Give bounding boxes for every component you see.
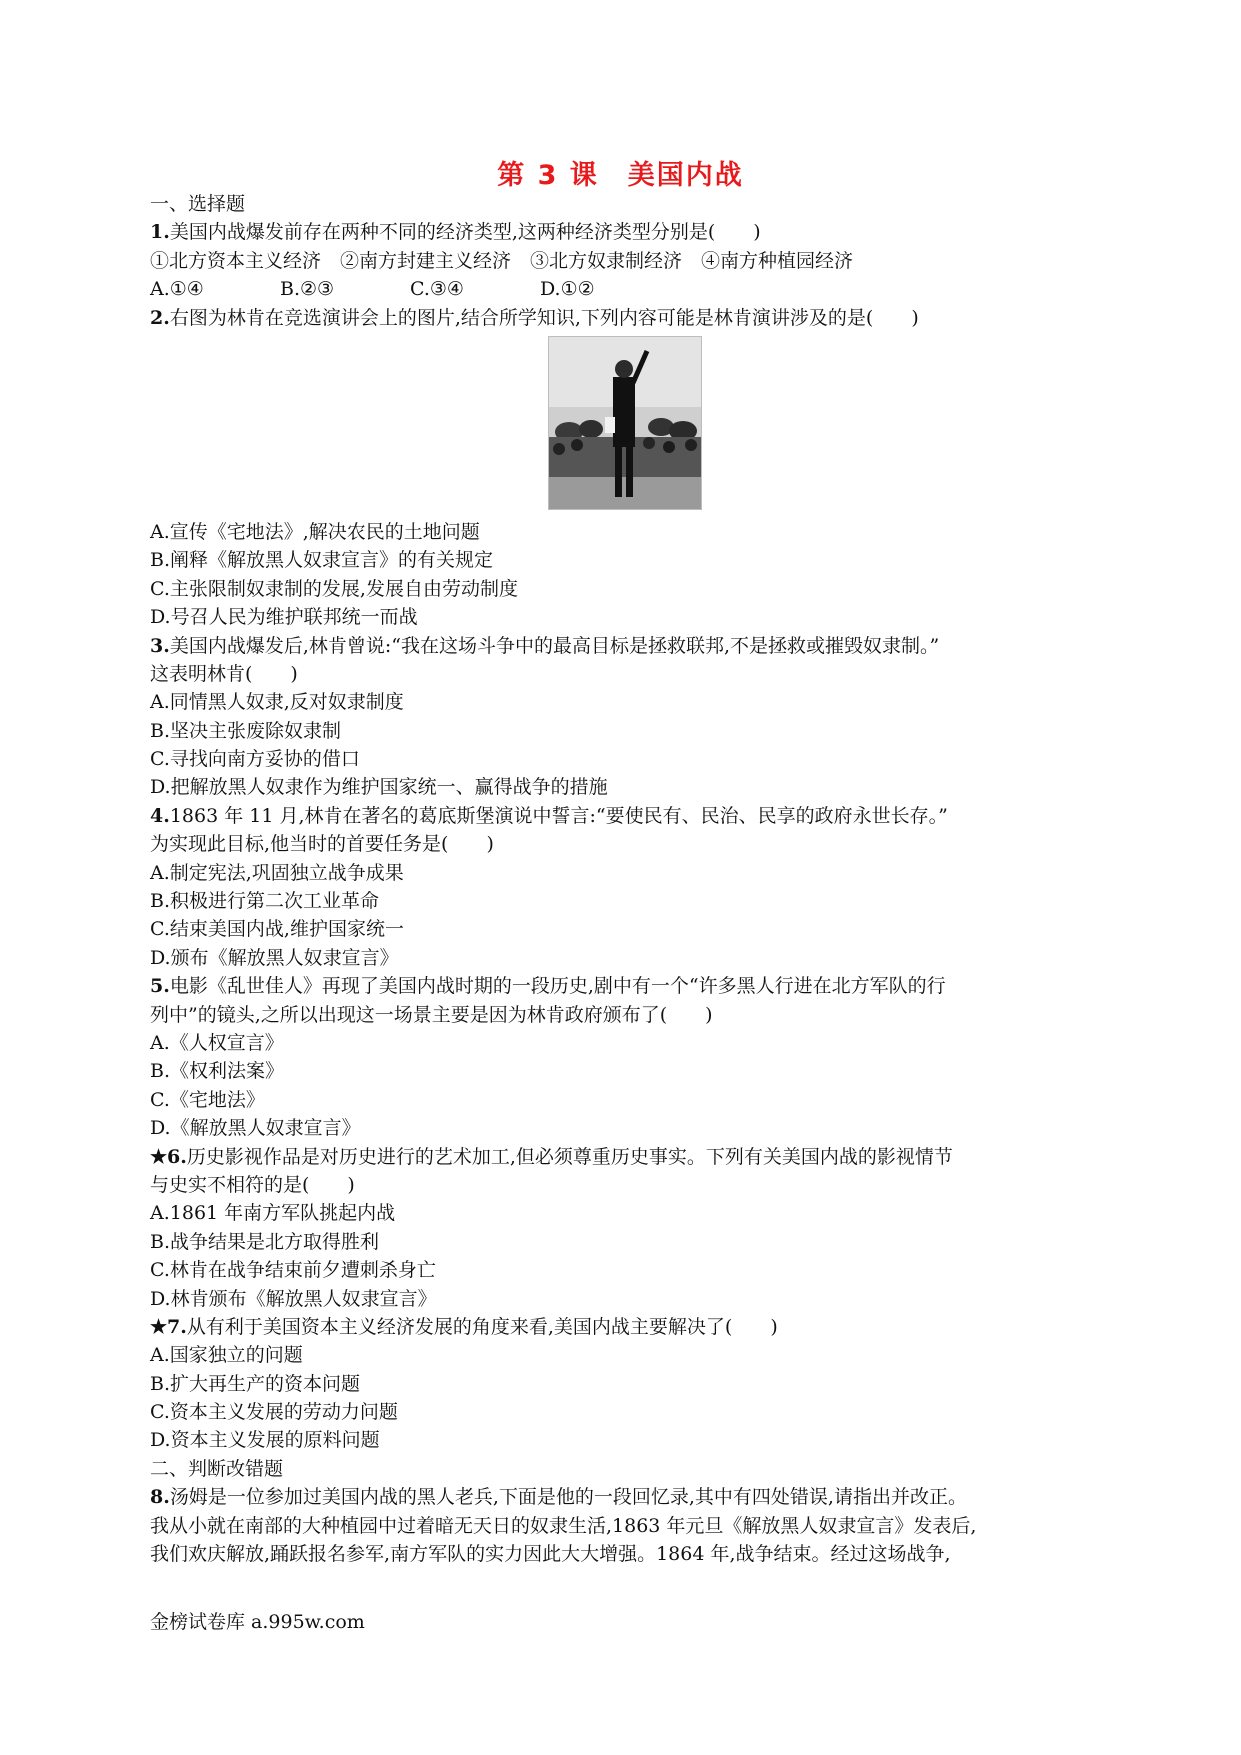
question-1-option-b: B.②③ xyxy=(280,278,335,301)
question-6-text-line1: 历史影视作品是对历史进行的艺术加工,但必须尊重历史事实。下列有关美国内战的影视情节 xyxy=(186,1145,953,1168)
question-6-option-b: B.战争结果是北方取得胜利 xyxy=(150,1230,380,1253)
question-6-text-line2: 与史实不相符的是( ) xyxy=(150,1173,355,1196)
question-3-text-line2: 这表明林肯( ) xyxy=(150,662,298,685)
question-7-text: 从有利于美国资本主义经济发展的角度来看,美国内战主要解决了( ) xyxy=(186,1315,778,1338)
question-7-option-d: D.资本主义发展的原料问题 xyxy=(150,1429,380,1452)
question-8-text: 汤姆是一位参加过美国内战的黑人老兵,下面是他的一段回忆录,其中有四处错误,请指出并改正。 xyxy=(169,1486,967,1509)
question-6-option-d: D.林肯颁布《解放黑人奴隶宣言》 xyxy=(150,1287,437,1310)
question-5-option-c: C.《宅地法》 xyxy=(150,1088,265,1111)
question-8-number: 8. xyxy=(150,1486,170,1509)
question-1-option-a: A.①④ xyxy=(150,278,204,301)
question-1-text: 美国内战爆发前存在两种不同的经济类型,这两种经济类型分别是( ) xyxy=(169,221,761,244)
question-4-text-line1: 1863 年 11 月,林肯在著名的葛底斯堡演说中誓言:“要使民有、民治、民享的政府永世长存。” xyxy=(169,804,948,827)
question-8-passage-line2: 我们欢庆解放,踊跃报名参军,南方军队的实力因此大大增强。1864 年,战争结束。经过这场战争, xyxy=(150,1543,951,1566)
question-3-option-a: A.同情黑人奴隶,反对奴隶制度 xyxy=(150,691,404,714)
question-5-text-line1: 电影《乱世佳人》再现了美国内战时期的一段历史,剧中有一个“许多黑人行进在北方军队的行 xyxy=(169,975,946,998)
question-4-text-line2: 为实现此目标,他当时的首要任务是( ) xyxy=(150,833,494,856)
question-5-option-d: D.《解放黑人奴隶宣言》 xyxy=(150,1117,361,1140)
question-2-stem xyxy=(150,304,1100,332)
document-body xyxy=(150,190,1100,1568)
question-7-number: ★7. xyxy=(150,1315,187,1338)
question-5-number: 5. xyxy=(150,975,170,998)
question-2-option-b: B.阐释《解放黑人奴隶宣言》的有关规定 xyxy=(150,549,494,572)
question-7-stem xyxy=(150,1313,1100,1341)
section-heading-choice: 一、选择题 xyxy=(150,193,246,215)
question-3-stem xyxy=(150,632,1100,660)
question-3-option-c: C.寻找向南方妥协的借口 xyxy=(150,748,360,771)
question-1-option-c: C.③④ xyxy=(410,278,464,301)
question-6-stem xyxy=(150,1143,1100,1171)
question-3-option-d: D.把解放黑人奴隶作为维护国家统一、赢得战争的措施 xyxy=(150,776,608,799)
question-4-stem xyxy=(150,802,1100,830)
question-1-options xyxy=(150,275,1100,303)
question-7-option-b: B.扩大再生产的资本问题 xyxy=(150,1372,361,1395)
question-4-number: 4. xyxy=(150,804,170,827)
question-8-stem xyxy=(150,1483,1100,1511)
question-3-text-line1: 美国内战爆发后,林肯曾说:“我在这场斗争中的最高目标是拯救联邦,不是拯救或摧毁奴隶制。” xyxy=(169,634,940,657)
question-4-option-d: D.颁布《解放黑人奴隶宣言》 xyxy=(150,946,399,969)
question-5-option-a: A.《人权宣言》 xyxy=(150,1031,284,1054)
question-1-number: 1. xyxy=(150,221,170,244)
question-3-option-b: B.坚决主张废除奴隶制 xyxy=(150,719,342,742)
question-7-option-a: A.国家独立的问题 xyxy=(150,1344,303,1367)
page-title: 第 3 课 美国内战 xyxy=(497,160,744,191)
question-5-stem xyxy=(150,972,1100,1000)
question-6-option-c: C.林肯在战争结束前夕遭刺杀身亡 xyxy=(150,1259,436,1282)
question-8-passage-line1: 我从小就在南部的大种植园中过着暗无天日的奴隶生活,1863 年元旦《解放黑人奴隶宣言》发表后, xyxy=(150,1514,977,1537)
lincoln-speech-illustration xyxy=(549,337,701,509)
question-1-items: ①北方资本主义经济 ②南方封建主义经济 ③北方奴隶制经济 ④南方种植园经济 xyxy=(150,249,854,272)
question-4-option-b: B.积极进行第二次工业革命 xyxy=(150,890,380,913)
question-2-figure xyxy=(150,332,1100,518)
question-4-option-c: C.结束美国内战,维护国家统一 xyxy=(150,918,404,941)
lincoln-speech-photo xyxy=(548,336,702,510)
question-5-option-b: B.《权利法案》 xyxy=(150,1060,285,1083)
question-6-option-a: A.1861 年南方军队挑起内战 xyxy=(150,1202,396,1225)
question-2-option-a: A.宣传《宅地法》,解决农民的土地问题 xyxy=(150,520,480,543)
question-2-option-c: C.主张限制奴隶制的发展,发展自由劳动制度 xyxy=(150,577,518,600)
section-heading-judge: 二、判断改错题 xyxy=(150,1457,284,1480)
question-2-option-d: D.号召人民为维护联邦统一而战 xyxy=(150,606,418,629)
question-7-option-c: C.资本主义发展的劳动力问题 xyxy=(150,1401,398,1424)
question-3-number: 3. xyxy=(150,634,170,657)
question-6-number: ★6. xyxy=(150,1145,187,1168)
question-2-text: 右图为林肯在竞选演讲会上的图片,结合所学知识,下列内容可能是林肯演讲涉及的是( ) xyxy=(169,306,919,329)
question-5-text-line2: 列中”的镜头,之所以出现这一场景主要是因为林肯政府颁布了( ) xyxy=(150,1003,713,1026)
question-1-stem xyxy=(150,218,1100,246)
footer-watermark-text: 金榜试卷库 a.995w.com xyxy=(150,1611,365,1633)
question-4-option-a: A.制定宪法,巩固独立战争成果 xyxy=(150,861,404,884)
question-1-option-d: D.①② xyxy=(540,278,595,301)
question-2-number: 2. xyxy=(150,306,170,329)
